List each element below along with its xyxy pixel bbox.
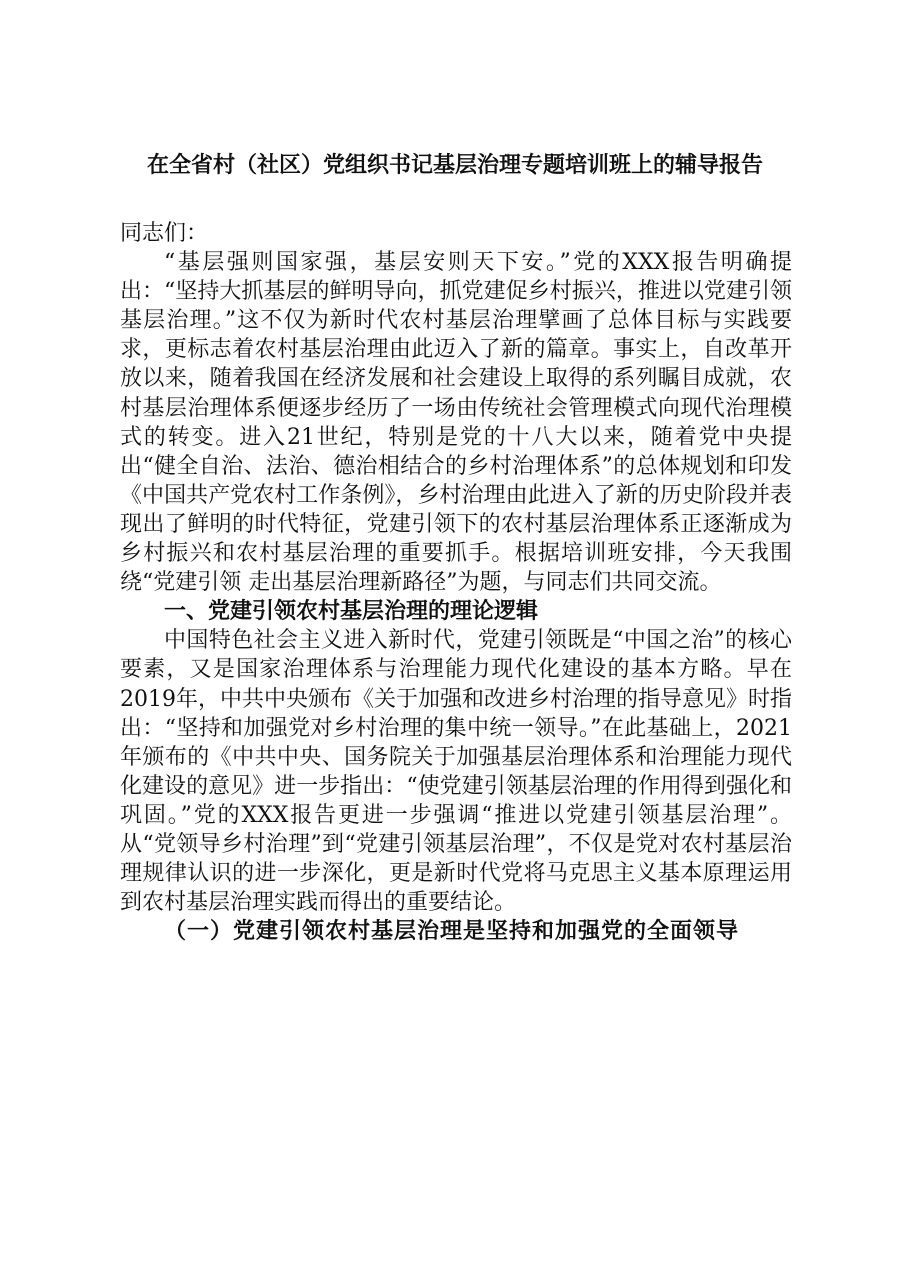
salutation: 同志们： [120,221,209,246]
subsection-heading: （一）党建引领农村基层治理是坚持和加强党的全面领导 [164,918,740,945]
document-body [120,219,792,946]
intro-paragraph: “基层强则国家强，基层安则天下安。”党的XXX报告明确提出：“坚持大抓基层的鲜明导向，抓党建促乡村振兴，推进以党建引领基层治理。”这不仅为新时代农村基层治理擘画了总体目标与实践要求，更标志着农村基层治理由此迈入了新的篇章。事实上，自改革开放以来，随着我国在经济发展和社会建设上取得的系列瞩目成就，农村基层治理体系便逐步经历了一场由传统社会管理模式向现代治理模式的转变。进入21世纪，特别是党的十八大以来，随着党中央提出“健全自治、法治、德治相结合的乡村治理体系”的总体规划和印发《中国共产党农村工作条例》，乡村治理由此进入了新的历史阶段并表现出了鲜明的时代特征，党建引领下的农村基层治理体系正逐渐成为乡村振兴和农村基层治理的重要抓手。根据培训班安排，今天我围绕“党建引领 走出基层治理新路径”为题，与同志们共同交流。 [120,250,792,596]
document-title: 在全省村（社区）党组织书记基层治理专题培训班上的辅导报告 [146,152,763,178]
theory-paragraph: 中国特色社会主义进入新时代，党建引领既是“中国之治”的核心要素，又是国家治理体系与治理能力现代化建设的基本方略。早在2019年，中共中央颁布《关于加强和改进乡村治理的指导意见》时指出：“坚持和加强党对乡村治理的集中统一领导。”在此基础上，2021年颁布的《中共中央、国务院关于加强基层治理体系和治理能力现代化建设的意见》进一步指出：“使党建引领基层治理的作用得到强化和巩固。”党的XXX报告更进一步强调“推进以党建引领基层治理”。从“党领导乡村治理”到“党建引领基层治理”，不仅是党对农村基层治理规律认识的进一步深化，更是新时代党将马克思主义基本原理运用到农村基层治理实践而得出的重要结论。 [120,628,792,916]
section-heading: 一、党建引领农村基层治理的理论逻辑 [164,599,539,625]
